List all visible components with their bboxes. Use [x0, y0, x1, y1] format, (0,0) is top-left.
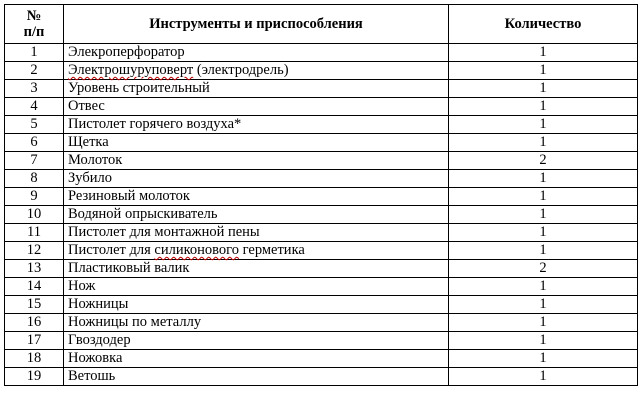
tool-name: Ветошь — [64, 368, 449, 386]
spellcheck-underline: Электрошуруповерт — [68, 62, 194, 78]
row-number: 16 — [5, 314, 64, 332]
tool-name: Электрошуруповерт (электродрель) — [64, 62, 449, 80]
tool-name: Уровень строительный — [64, 80, 449, 98]
table-row — [5, 80, 638, 98]
row-number: 2 — [5, 62, 64, 80]
tool-name: Щетка — [64, 134, 449, 152]
table-row — [5, 350, 638, 368]
table-row — [5, 152, 638, 170]
tool-quantity: 1 — [449, 98, 638, 116]
row-number: 8 — [5, 170, 64, 188]
row-number: 13 — [5, 260, 64, 278]
tool-name: Резиновый молоток — [64, 188, 449, 206]
tool-name: Пистолет для монтажной пены — [64, 224, 449, 242]
row-number: 10 — [5, 206, 64, 224]
tool-name: Ножницы по металлу — [64, 314, 449, 332]
table-row — [5, 170, 638, 188]
table-row — [5, 314, 638, 332]
tool-name: Зубило — [64, 170, 449, 188]
tool-quantity: 2 — [449, 260, 638, 278]
tool-quantity: 1 — [449, 170, 638, 188]
header-quantity: Количество — [449, 5, 638, 44]
header-number-line1: № — [26, 8, 42, 24]
tool-quantity: 1 — [449, 206, 638, 224]
tool-quantity: 1 — [449, 134, 638, 152]
tool-quantity: 1 — [449, 224, 638, 242]
row-number: 19 — [5, 368, 64, 386]
tool-name: Отвес — [64, 98, 449, 116]
tool-quantity: 1 — [449, 188, 638, 206]
tool-name: Нож — [64, 278, 449, 296]
tool-quantity: 1 — [449, 44, 638, 62]
tool-quantity: 1 — [449, 314, 638, 332]
header-number-line2: п/п — [23, 24, 45, 40]
tool-quantity: 1 — [449, 350, 638, 368]
row-number: 9 — [5, 188, 64, 206]
table-row — [5, 98, 638, 116]
row-number: 17 — [5, 332, 64, 350]
tool-quantity: 1 — [449, 116, 638, 134]
table-row — [5, 62, 638, 80]
row-number: 14 — [5, 278, 64, 296]
table-row — [5, 224, 638, 242]
tool-name: Водяной опрыскиватель — [64, 206, 449, 224]
row-number: 3 — [5, 80, 64, 98]
row-number: 15 — [5, 296, 64, 314]
tool-quantity: 1 — [449, 278, 638, 296]
row-number: 11 — [5, 224, 64, 242]
table-row — [5, 134, 638, 152]
table-header-row — [5, 5, 638, 44]
tool-name: Ножницы — [64, 296, 449, 314]
row-number: 7 — [5, 152, 64, 170]
row-number: 18 — [5, 350, 64, 368]
row-number: 1 — [5, 44, 64, 62]
table-row — [5, 242, 638, 260]
row-number: 12 — [5, 242, 64, 260]
table-row — [5, 368, 638, 386]
table-row — [5, 206, 638, 224]
table-body — [5, 44, 638, 386]
tool-name: Гвоздодер — [64, 332, 449, 350]
header-tools: Инструменты и приспособления — [64, 5, 449, 44]
tool-quantity: 1 — [449, 332, 638, 350]
tool-quantity: 1 — [449, 242, 638, 260]
table-row — [5, 44, 638, 62]
row-number: 6 — [5, 134, 64, 152]
tool-quantity: 1 — [449, 296, 638, 314]
table-row — [5, 296, 638, 314]
table-row — [5, 332, 638, 350]
spellcheck-underline: силиконового — [154, 242, 240, 258]
table-row — [5, 278, 638, 296]
tool-name: Пластиковый валик — [64, 260, 449, 278]
tool-name: Молоток — [64, 152, 449, 170]
tool-name: Пистолет для силиконового герметика — [64, 242, 449, 260]
tool-name: Пистолет горячего воздуха* — [64, 116, 449, 134]
tool-name: Ножовка — [64, 350, 449, 368]
table-row — [5, 188, 638, 206]
row-number: 4 — [5, 98, 64, 116]
tools-table — [4, 4, 638, 386]
row-number: 5 — [5, 116, 64, 134]
tool-quantity: 2 — [449, 152, 638, 170]
header-number — [5, 5, 64, 44]
tool-name: Элекроперфоратор — [64, 44, 449, 62]
tool-quantity: 1 — [449, 368, 638, 386]
tool-quantity: 1 — [449, 62, 638, 80]
tool-quantity: 1 — [449, 80, 638, 98]
table-row — [5, 260, 638, 278]
table-row — [5, 116, 638, 134]
